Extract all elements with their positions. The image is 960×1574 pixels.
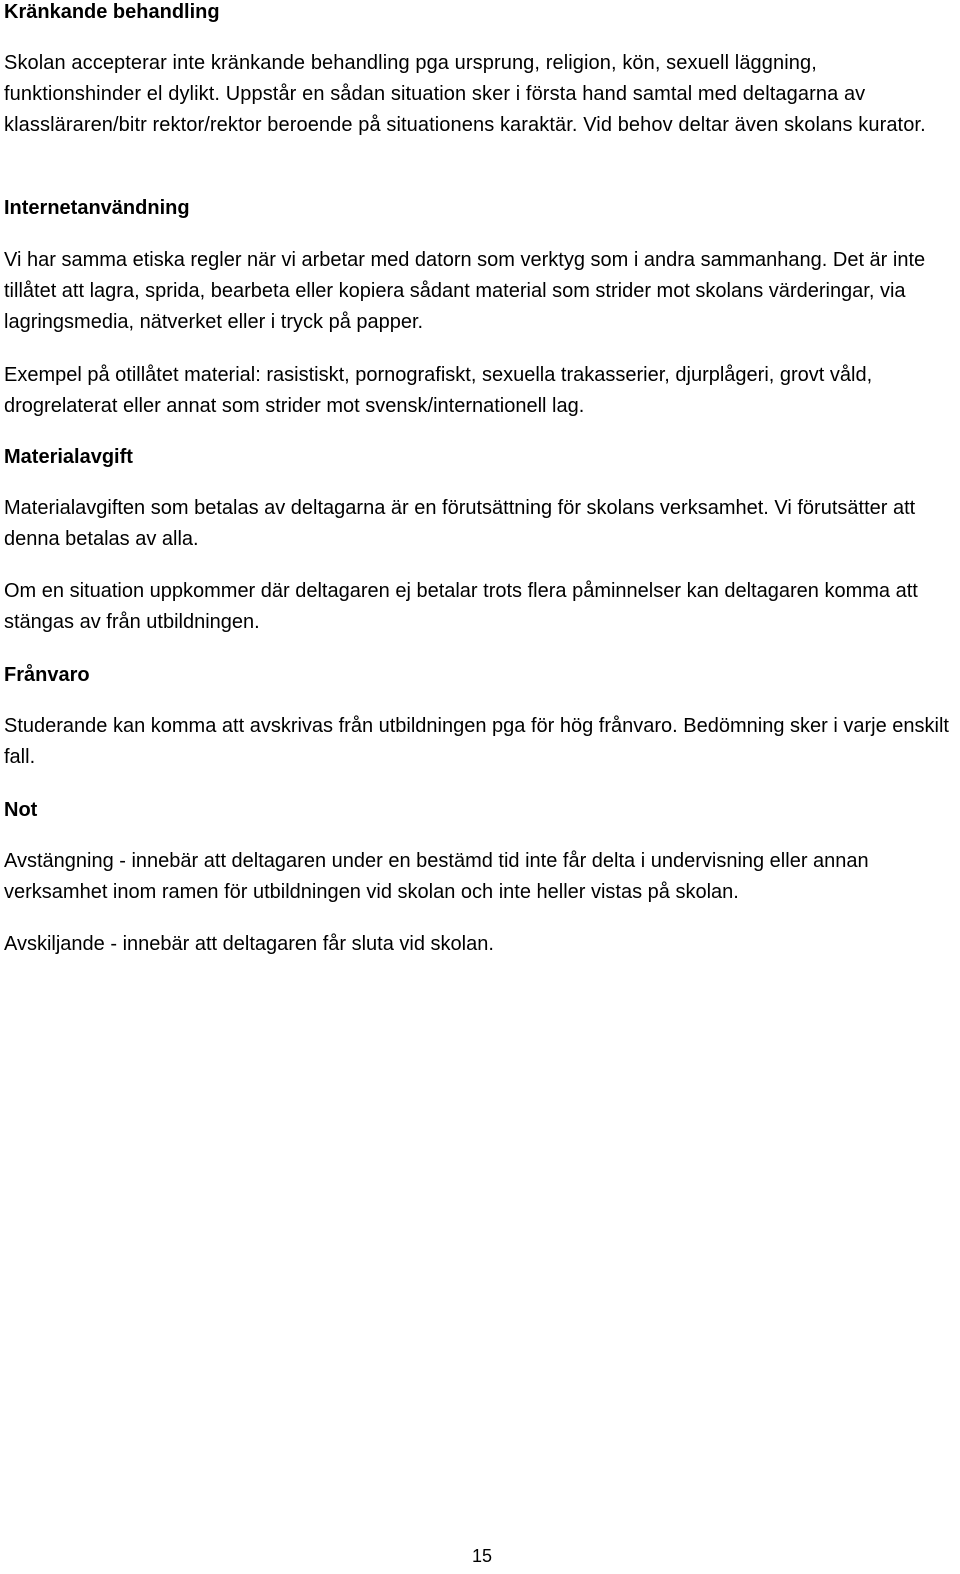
paragraph-avstangning: Avstängning - innebär att deltagaren under en bestämd tid inte får delta i undervisning eller annan verksamhet inom ramen för utbildningen vid skolan och inte heller vistas på skolan. bbox=[4, 850, 869, 903]
paragraph-materialavgift: Materialavgiften som betalas av deltagarna är en förutsättning för skolans verksamhet. Vi förutsätter att denna betalas av alla. bbox=[4, 497, 916, 550]
paragraph-materialavgift-reminders: Om en situation uppkommer där deltagaren ej betalar trots flera påminnelser kan deltagaren komma att stängas av från utbildningen. bbox=[4, 580, 918, 633]
paragraph-franvaro: Studerande kan komma att avskrivas från utbildningen pga för hög frånvaro. Bedömning sker i varje enskilt fall. bbox=[4, 715, 949, 768]
paragraph-internet-rules: Vi har samma etiska regler när vi arbetar med datorn som verktyg som i andra sammanhang. Det är inte tillåtet att lagra, sprida, bearbeta eller kopiera sådant material som strider mot skolans värderingar, via lagringsmedia, nätverket eller i tryck på papper. bbox=[4, 249, 926, 333]
page-number: 15 bbox=[471, 1546, 493, 1566]
paragraph-internet-examples: Exempel på otillåtet material: rasistiskt, pornografiskt, sexuella trakasserier, djurplågeri, grovt våld, drogrelaterat eller annat som strider mot svensk/internationell lag. bbox=[4, 364, 873, 417]
paragraph-krankande-behandling: Skolan accepterar inte kränkande behandling pga ursprung, religion, kön, sexuell läggning, funktionshinder el dylikt. Uppstår en sådan situation sker i första hand samtal med deltagarna av klassläraren/bitr rektor/rektor beroende på situationens karaktär. Vid behov deltar även skolans kurator. bbox=[4, 52, 926, 136]
section-heading-krankande-behandling: Kränkande behandling bbox=[4, 1, 220, 23]
section-heading-not: Not bbox=[4, 799, 38, 821]
section-heading-internetanvandning: Internetanvändning bbox=[4, 197, 190, 219]
section-heading-franvaro: Frånvaro bbox=[4, 664, 90, 686]
paragraph-avskiljande: Avskiljande - innebär att deltagaren får sluta vid skolan. bbox=[4, 933, 494, 955]
section-heading-materialavgift: Materialavgift bbox=[4, 446, 133, 468]
